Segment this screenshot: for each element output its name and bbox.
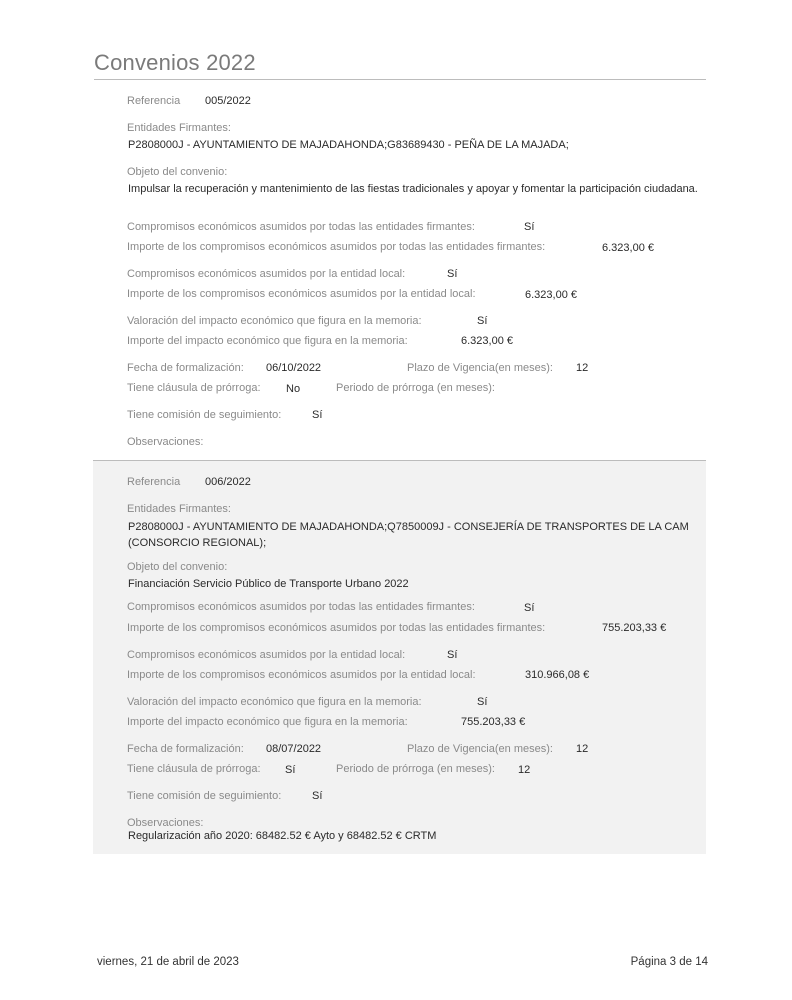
imp-local-label: Importe de los compromisos económicos asumidos por la entidad local: xyxy=(127,288,476,300)
imp-impacto-value: 755.203,33 € xyxy=(461,716,526,728)
objeto-value: Financiación Servicio Público de Transporte Urbano 2022 xyxy=(128,578,409,590)
imp-impacto-label: Importe del impacto económico que figura en la memoria: xyxy=(127,716,408,728)
referencia-value: 006/2022 xyxy=(205,476,251,488)
objeto-label: Objeto del convenio: xyxy=(127,561,228,573)
clausula-label: Tiene cláusula de prórroga: xyxy=(127,763,261,775)
imp-impacto-label: Importe del impacto económico que figura en la memoria: xyxy=(127,335,408,347)
valoracion-label: Valoración del impacto económico que figura en la memoria: xyxy=(127,696,422,708)
plazo-label: Plazo de Vigencia(en meses): xyxy=(407,743,553,755)
comp-todas-value: Sí xyxy=(524,221,535,233)
objeto-value: Impulsar la recuperación y mantenimiento de las fiestas tradicionales y apoyar y fomentar la participación ciudadana. xyxy=(128,183,698,195)
objeto-label: Objeto del convenio: xyxy=(127,166,228,178)
entidades-value: P2808000J - AYUNTAMIENTO DE MAJADAHONDA;G83689430 - PEÑA DE LA MAJADA; xyxy=(128,139,569,151)
periodo-label: Periodo de prórroga (en meses): xyxy=(336,763,495,775)
referencia-value: 005/2022 xyxy=(205,95,251,107)
comision-value: Sí xyxy=(312,409,323,421)
imp-local-value: 6.323,00 € xyxy=(525,289,577,301)
imp-local-label: Importe de los compromisos económicos asumidos por la entidad local: xyxy=(127,669,476,681)
imp-todas-value: 755.203,33 € xyxy=(602,622,667,634)
comision-label: Tiene comisión de seguimiento: xyxy=(127,790,282,802)
imp-todas-value: 6.323,00 € xyxy=(602,242,654,254)
clausula-value: No xyxy=(286,383,301,395)
fecha-label: Fecha de formalización: xyxy=(127,362,244,374)
entidades-label: Entidades Firmantes: xyxy=(127,122,231,134)
imp-todas-label: Importe de los compromisos económicos asumidos por todas las entidades firmantes: xyxy=(127,622,546,634)
periodo-label: Periodo de prórroga (en meses): xyxy=(336,382,495,394)
entidades-value: P2808000J - AYUNTAMIENTO DE MAJADAHONDA;Q7850009J - CONSEJERÍA DE TRANSPORTES DE LA CAM (CONSORCIO REGIONAL); xyxy=(128,521,689,549)
footer-date: viernes, 21 de abril de 2023 xyxy=(97,956,239,968)
comp-local-label: Compromisos económicos asumidos por la entidad local: xyxy=(127,268,406,280)
referencia-label: Referencia xyxy=(127,95,181,107)
valoracion-label: Valoración del impacto económico que figura en la memoria: xyxy=(127,315,422,327)
clausula-value: Sí xyxy=(285,764,296,776)
comp-local-value: Sí xyxy=(447,268,458,280)
plazo-value: 12 xyxy=(576,743,589,755)
comp-local-label: Compromisos económicos asumidos por la entidad local: xyxy=(127,649,406,661)
imp-local-value: 310.966,08 € xyxy=(525,669,590,681)
fecha-value: 08/07/2022 xyxy=(266,743,322,755)
valoracion-value: Sí xyxy=(477,315,488,327)
fecha-value: 06/10/2022 xyxy=(266,362,322,374)
fecha-label: Fecha de formalización: xyxy=(127,743,244,755)
entidades-label: Entidades Firmantes: xyxy=(127,503,231,515)
comp-local-value: Sí xyxy=(447,649,458,661)
footer-page-number: Página 3 de 14 xyxy=(630,956,708,968)
imp-todas-label: Importe de los compromisos económicos asumidos por todas las entidades firmantes: xyxy=(127,241,546,253)
observaciones-label: Observaciones: xyxy=(127,817,204,829)
agreement-record xyxy=(93,460,706,854)
observaciones-label: Observaciones: xyxy=(127,436,204,448)
agreement-record xyxy=(93,80,706,459)
comision-label: Tiene comisión de seguimiento: xyxy=(127,409,282,421)
valoracion-value: Sí xyxy=(477,696,488,708)
comp-todas-label: Compromisos económicos asumidos por todas las entidades firmantes: xyxy=(127,601,475,613)
plazo-value: 12 xyxy=(576,362,589,374)
observaciones-value: Regularización año 2020: 68482.52 € Ayto y 68482.52 € CRTM xyxy=(128,830,437,842)
comp-todas-label: Compromisos económicos asumidos por todas las entidades firmantes: xyxy=(127,221,475,233)
periodo-value: 12 xyxy=(518,764,531,776)
imp-impacto-value: 6.323,00 € xyxy=(461,335,513,347)
comp-todas-value: Sí xyxy=(524,602,535,614)
clausula-label: Tiene cláusula de prórroga: xyxy=(127,382,261,394)
plazo-label: Plazo de Vigencia(en meses): xyxy=(407,362,553,374)
comision-value: Sí xyxy=(312,790,323,802)
referencia-label: Referencia xyxy=(127,476,181,488)
page-title: Convenios 2022 xyxy=(94,50,256,75)
